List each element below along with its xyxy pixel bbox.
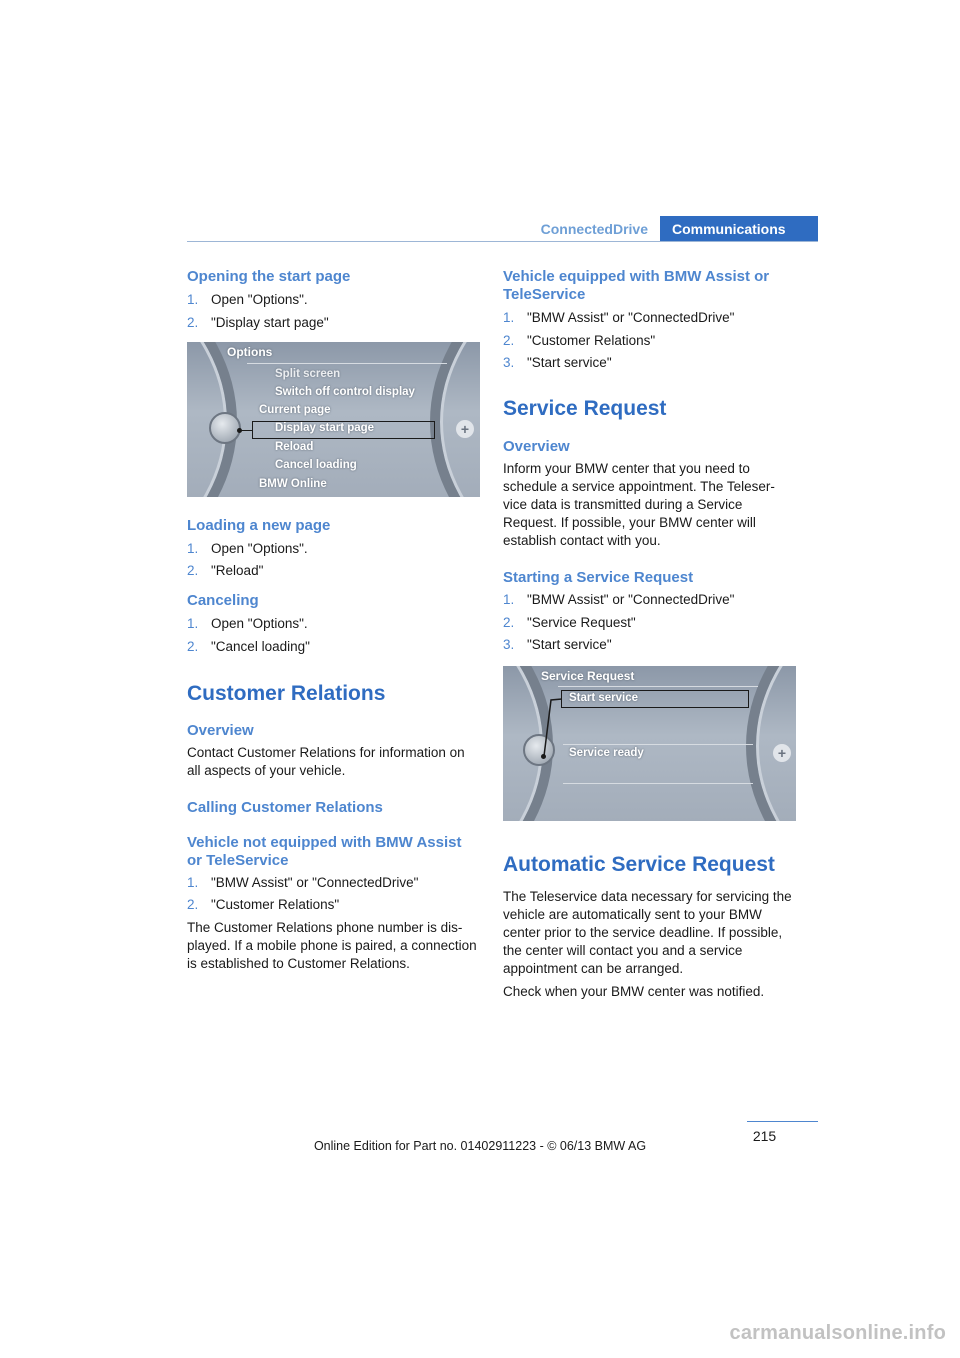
header-chapter-tab: Communications <box>660 216 818 242</box>
screen-title-service-request: Service Request <box>541 669 635 683</box>
heading-overview: Overview <box>187 721 254 739</box>
menu-item: Service ready <box>569 747 644 759</box>
header-section: ConnectedDrive <box>540 221 648 237</box>
step: 1. "BMW Assist" or "ConnectedDrive" <box>503 592 735 607</box>
step: 2. "Service Request" <box>503 614 636 630</box>
screen-title-options: Options <box>227 344 273 359</box>
overview-text: Contact Customer Relations for information on all aspects of your vehicle. <box>187 744 465 778</box>
footer-edition: Online Edition for Part no. 01402911223 - © 06/13 BMW AG <box>313 1139 647 1153</box>
menu-item: Cancel loading <box>275 458 357 471</box>
left-column <box>187 268 480 973</box>
step: 2. "Cancel loading" <box>187 638 310 654</box>
step: 1. Open "Options". <box>187 292 308 307</box>
steps-canceling <box>187 615 480 656</box>
menu-item: Split screen <box>275 367 341 380</box>
page-header <box>187 216 818 242</box>
step: 3. "Start service" <box>503 637 612 652</box>
heading-overview: Overview <box>503 438 570 455</box>
heading-starting-service-request: Starting a Service Request <box>503 569 694 586</box>
options-screen-image <box>187 342 480 497</box>
selection-frame <box>252 421 435 439</box>
automatic-service-text: The Teleservice data necessary for servicing the vehicle are automatically sent to your BMW center prior to the service deadline. If possible, the center will contact you and a service appointment can be arranged. <box>503 889 792 976</box>
watermark: carmanualsonline.info <box>729 1322 946 1344</box>
heading-calling-customer-relations: Calling Customer Relations <box>187 798 383 816</box>
menu-item: BMW Online <box>259 477 327 490</box>
selection-frame <box>561 690 749 708</box>
service-request-screen-image <box>503 666 796 821</box>
step: 1. Open "Options". <box>187 616 308 631</box>
right-column <box>503 268 796 1001</box>
steps-opening <box>187 291 480 332</box>
menu-item-selected: Start service <box>569 692 639 704</box>
step: 2. "Display start page" <box>187 314 329 330</box>
step: 2. "Customer Relations" <box>187 897 340 912</box>
menu-item: Switch off control display <box>275 385 415 398</box>
phone-number-note: The Customer Relations phone number is dis-played. If a mobile phone is paired, a connection is established to Customer Relations. <box>187 919 477 971</box>
step: 1. Open "Options". <box>187 540 308 556</box>
heading-opening-start-page: Opening the start page <box>187 268 351 285</box>
step: 2. "Reload" <box>187 563 264 578</box>
steps-equipped <box>503 309 796 372</box>
steps-not-equipped <box>187 874 480 915</box>
heading-canceling: Canceling <box>187 592 259 609</box>
page-number: 215 <box>752 1128 777 1144</box>
menu-item: Current page <box>259 403 331 416</box>
heading-customer-relations: Customer Relations <box>187 681 386 705</box>
menu-item: Reload <box>275 440 314 453</box>
steps-start-service <box>503 591 796 654</box>
menu-item-selected: Display start page <box>275 421 375 434</box>
heading-not-equipped: Vehicle not equipped with BMW Assist or TeleService <box>187 833 462 869</box>
step: 3. "Start service" <box>503 355 612 370</box>
controller-knob <box>209 412 241 444</box>
heading-equipped: Vehicle equipped with BMW Assist or TeleService <box>503 268 770 303</box>
step: 1. "BMW Assist" or "ConnectedDrive" <box>503 310 735 325</box>
heading-loading-new-page: Loading a new page <box>187 516 331 534</box>
heading-service-request: Service Request <box>503 397 667 420</box>
check-notified-text: Check when your BMW center was notified. <box>503 984 765 999</box>
header-rule <box>187 241 818 242</box>
service-overview-text: Inform your BMW center that you need to schedule a service appointment. The Teleser-vice data is transmitted during a Service Request. If possible, your BMW center will establish contact with you. <box>503 461 775 548</box>
heading-automatic-service-request: Automatic Service Request <box>503 853 775 876</box>
step: 2. "Customer Relations" <box>503 332 656 348</box>
steps-loading <box>187 540 480 581</box>
page-number-rule <box>747 1121 818 1122</box>
plus-icon: + <box>456 420 474 438</box>
plus-icon: + <box>773 744 791 762</box>
step: 1. "BMW Assist" or "ConnectedDrive" <box>187 874 419 890</box>
